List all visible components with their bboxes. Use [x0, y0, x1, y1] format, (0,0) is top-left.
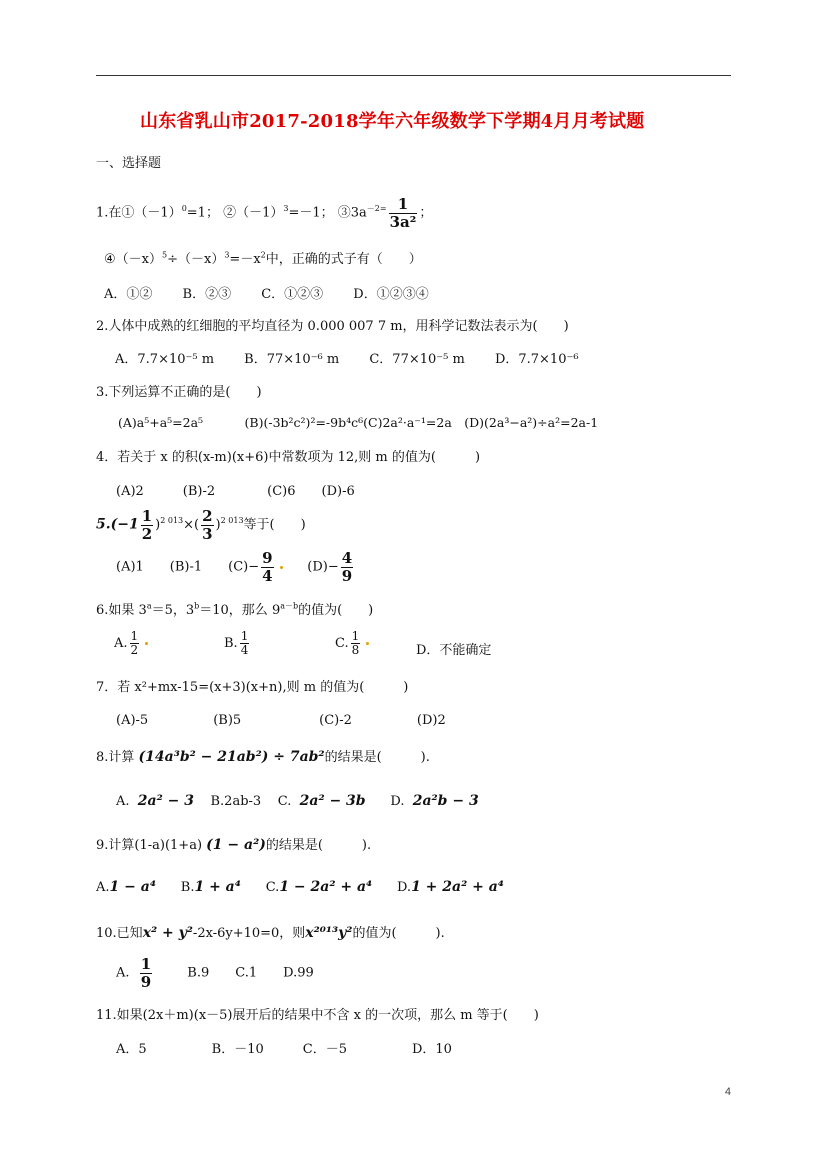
question-2-options: A．7.7×10⁻⁵ m B．77×10⁻⁶ m C．77×10⁻⁵ m D．7.7×10⁻⁶ [115, 352, 579, 367]
dot-mark [280, 566, 283, 569]
question-2-stem: 2.人体中成熟的红细胞的平均直径为 0.000 007 7 m，用科学记数法表示为( ) [96, 319, 569, 334]
question-4-stem: 4．若关于 x 的积(x-m)(x+6)中常数项为 12,则 m 的值为( ) [96, 450, 481, 465]
question-5-options: (A)1 (B)-1 (C)− $\frac{9}{4}$ (D)− $\frac{4}{9}$ [116, 549, 353, 585]
section-heading: 一、选择题 [96, 156, 162, 171]
question-3-stem: 3.下列运算不正确的是( ) [96, 385, 262, 400]
question-7-stem: 7．若 x²+mx-15=(x+3)(x+n),则 m 的值为( ) [96, 680, 409, 695]
question-6-optB: B. $\frac{1}{4}$ [224, 629, 249, 658]
question-6-optA: A. $\frac{1}{2}$ [114, 630, 152, 657]
page-number: 4 [724, 1086, 731, 1098]
question-9-stem: 9.计算(1-a)(1+a) (1 − a²)的结果是( ). [96, 837, 372, 853]
question-1-line-2: $④(-x)^5\div(-x)^3=-x^2$中，正确的式子有（ ） [104, 250, 422, 267]
question-10-stem: 10.已知x² + y²-2x-6y+10=0，则x²⁰¹³y²的值为( ). [96, 925, 445, 941]
question-8-stem: 8.计算 (14a³b² − 21ab²) ÷ 7ab²的结果是( ). [96, 749, 430, 765]
question-1-line-1: 1.在$①(-1)^0=1$； $②(-1)^3=-1$； $③3a^{-2=}$ $\frac{1}{\text{3a²}}$ ； [96, 195, 433, 231]
question-11-stem: 11.如果(2x＋m)(x－5)展开后的结果中不含 x 的一次项，那么 m 等于( ) [96, 1008, 539, 1023]
question-1-options: A．①② B．②③ C．①②③ D．①②③④ [104, 287, 429, 302]
question-4-options: (A)2 (B)-2 (C)6 (D)-6 [116, 484, 355, 499]
page-title: 山东省乳山市2017-2018学年六年级数学下学期4月月考试题 [140, 111, 645, 132]
question-5-stem: 5.(−1 $\frac{1}{2}$ )$^{2 013}$×( $\frac{2}{3}$ )$^{2 013}$等于( ) [96, 507, 306, 543]
question-3-options: (A)a⁵+a⁵=2a⁵ (B)(-3b²c²)²=-9b⁴c⁶(C)2a²·a⁻¹=2a (D)(2a³−a²)÷a²=2a-1 [118, 415, 599, 430]
question-10-options: A. $\frac{1}{9}$ B.9 C.1 D.99 [116, 955, 314, 991]
question-6-optD: D．不能确定 [416, 643, 492, 658]
question-6-optC: C. $\frac{1}{8}$ [335, 630, 373, 657]
question-11-options: A．5 B．－10 C．－5 D．10 [116, 1042, 452, 1057]
question-8-options: A. 2a² − 3 B.2ab-3 C. 2a² − 3b D. 2a²b − 3 [116, 793, 479, 809]
question-9-options: A.1 − a⁴ B.1 + a⁴ C.1 − 2a² + a⁴ D.1 + 2a² + a⁴ [96, 879, 504, 895]
question-6-stem: 6.如果 $3^a=5$，$3^b=10$，那么 $9^{a-b}$的值为( ) [96, 601, 374, 618]
top-rule [96, 75, 731, 76]
fraction-1-over-3a2: $\frac{1}{\text{3a²}}$ [389, 195, 417, 231]
question-7-options: (A)-5 (B)5 (C)-2 (D)2 [116, 713, 446, 728]
